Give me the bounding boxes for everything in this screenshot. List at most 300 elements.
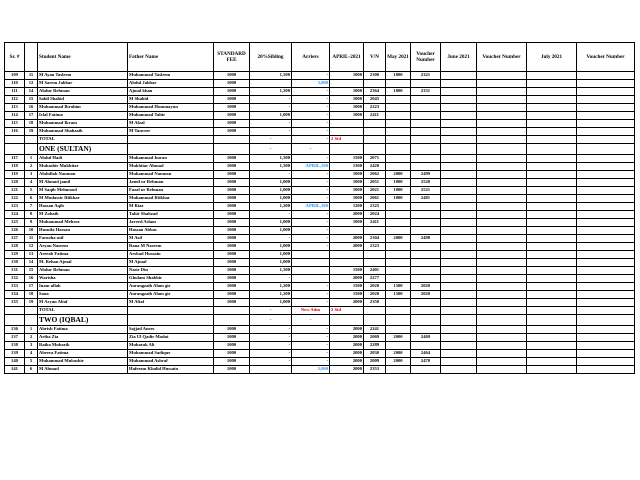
cell-father-name: Ajmal khan xyxy=(128,88,214,96)
cell-june xyxy=(441,219,477,227)
cell-standard-fee: 1000 xyxy=(214,112,250,120)
cell-arriers: - xyxy=(292,243,330,251)
cell-sibling: - xyxy=(250,136,292,144)
cell-april: 1300 xyxy=(330,163,364,171)
cell-voucher-may: 2331 xyxy=(411,88,441,96)
cell-arriers: - xyxy=(292,72,330,80)
cell-voucher-may xyxy=(411,128,441,136)
cell-sibling: 1,500 xyxy=(250,267,292,275)
cell-sr: 132 xyxy=(5,275,25,283)
cell-vn: 2062 xyxy=(364,171,386,179)
section-header-row xyxy=(5,144,635,155)
cell-father-name: Muhammad Tasleem xyxy=(128,72,214,80)
cell-class-no: 6 xyxy=(25,195,38,203)
cell-april xyxy=(330,80,364,88)
cell-voucher-june xyxy=(477,227,527,235)
cell-june xyxy=(441,179,477,187)
cell-voucher-may xyxy=(411,203,441,211)
cell-june xyxy=(441,326,477,334)
cell-april: 1000 xyxy=(330,171,364,179)
cell-may xyxy=(386,243,411,251)
cell-father-name: Aurangzaib Alam gir xyxy=(128,291,214,299)
cell-sibling: 1,500 xyxy=(250,155,292,163)
cell-voucher-july xyxy=(577,350,635,358)
cell-student-name: Raiba Mubarik xyxy=(38,342,128,350)
cell-voucher-may xyxy=(411,275,441,283)
cell-voucher-may: 2469 xyxy=(411,334,441,342)
cell-sr: 118 xyxy=(5,163,25,171)
cell-voucher-may xyxy=(411,163,441,171)
cell-voucher-july xyxy=(577,72,635,80)
cell-july xyxy=(527,251,577,259)
cell-class-no: 12 xyxy=(25,243,38,251)
cell-voucher-may xyxy=(411,219,441,227)
cell-vn: 2350 xyxy=(364,299,386,307)
cell-vn: 2020 xyxy=(364,283,386,291)
cell-voucher-june xyxy=(477,291,527,299)
cell-class-no: 16 xyxy=(25,104,38,112)
cell-sr: 135 xyxy=(5,299,25,307)
cell-student-name: Aeyan Naseem xyxy=(38,243,128,251)
cell-june xyxy=(441,128,477,136)
cell-june xyxy=(441,243,477,251)
cell-vn: 2020 xyxy=(364,291,386,299)
cell-sr: 128 xyxy=(5,243,25,251)
cell-voucher-june xyxy=(477,96,527,104)
cell-voucher-may: 2470 xyxy=(411,358,441,366)
cell-standard-fee: 1000 xyxy=(214,120,250,128)
cell-sr: 139 xyxy=(5,350,25,358)
cell-class-no: 18 xyxy=(25,291,38,299)
cell-voucher-june xyxy=(477,315,527,326)
cell-father-name: Tahir Shahzad xyxy=(128,211,214,219)
cell-may xyxy=(386,104,411,112)
cell-sibling: 1,500 xyxy=(250,163,292,171)
cell-voucher-june xyxy=(477,267,527,275)
cell-sibling: - xyxy=(250,235,292,243)
cell-sibling: - xyxy=(250,144,292,155)
cell-sr: 134 xyxy=(5,291,25,299)
cell-voucher-july xyxy=(577,326,635,334)
cell-class-no: 16 xyxy=(25,275,38,283)
cell-voucher-june xyxy=(477,187,527,195)
cell-may xyxy=(386,163,411,171)
cell-may: 2000 xyxy=(386,334,411,342)
cell-sr: 119 xyxy=(5,171,25,179)
cell-father-name: Rana M Naseem xyxy=(128,243,214,251)
header-sr: Sr. # xyxy=(5,43,25,72)
table-row xyxy=(5,88,635,96)
cell-sr: 115 xyxy=(5,120,25,128)
cell-class-no: 15 xyxy=(25,96,38,104)
cell-sibling: - xyxy=(250,120,292,128)
cell-sibling: 1,000 xyxy=(250,179,292,187)
cell-father-name: M Tanveer xyxy=(128,128,214,136)
table-row xyxy=(5,358,635,366)
cell-class-no: 12 xyxy=(25,80,38,88)
cell-voucher-may: 2520 xyxy=(411,179,441,187)
cell-arriers: - xyxy=(292,104,330,112)
cell-april: 2000 xyxy=(330,358,364,366)
cell-vn: 2069 xyxy=(364,334,386,342)
cell-student-name: Farooha asif xyxy=(38,235,128,243)
cell-april: 2000 xyxy=(330,366,364,374)
cell-july xyxy=(527,227,577,235)
cell-sibling: 1,000 xyxy=(250,195,292,203)
cell-student-name: Abdullah Nauman xyxy=(38,171,128,179)
cell-standard-fee: 1000 xyxy=(214,203,250,211)
cell-april xyxy=(330,315,364,326)
header-voucher-june: Voucher Number xyxy=(477,43,527,72)
cell-class-no: 3 xyxy=(25,342,38,350)
cell-vn: 2024 xyxy=(364,211,386,219)
cell-father-name: Aurangzaib Alam gir xyxy=(128,283,214,291)
cell-student-name: Hassan Aqib xyxy=(38,203,128,211)
cell-standard-fee: 1000 xyxy=(214,299,250,307)
cell-class-no xyxy=(25,315,38,326)
cell-voucher-may xyxy=(411,267,441,275)
cell-voucher-may xyxy=(411,243,441,251)
cell-may xyxy=(386,120,411,128)
cell-voucher-june xyxy=(477,219,527,227)
cell-sr xyxy=(5,144,25,155)
cell-voucher-july xyxy=(577,187,635,195)
cell-voucher-june xyxy=(477,299,527,307)
cell-sibling: 1,000 xyxy=(250,243,292,251)
cell-may xyxy=(386,96,411,104)
cell-standard-fee: 1000 xyxy=(214,88,250,96)
cell-july xyxy=(527,104,577,112)
cell-sr: 126 xyxy=(5,227,25,235)
cell-voucher-may: 2499 xyxy=(411,171,441,179)
cell-vn xyxy=(364,120,386,128)
cell-class-no: 7 xyxy=(25,203,38,211)
cell-voucher-may xyxy=(411,259,441,267)
cell-standard-fee: 1000 xyxy=(214,267,250,275)
cell-voucher-may xyxy=(411,104,441,112)
cell-class-no: 15 xyxy=(25,267,38,275)
cell-june xyxy=(441,299,477,307)
cell-sr: 131 xyxy=(5,267,25,275)
cell-july xyxy=(527,88,577,96)
cell-class-no: 6 xyxy=(25,366,38,374)
cell-may xyxy=(386,112,411,120)
cell-voucher-june xyxy=(477,171,527,179)
cell-july xyxy=(527,342,577,350)
cell-father-name: Muhammad Iftikhar xyxy=(128,195,214,203)
table-row xyxy=(5,163,635,171)
table-row xyxy=(5,291,635,299)
cell-father-name: Hafeezm Khalid Hussain xyxy=(128,366,214,374)
cell-student-name: M Ahmad xyxy=(38,366,128,374)
cell-standard-fee: 1000 xyxy=(214,283,250,291)
cell-vn: 2021 xyxy=(364,187,386,195)
cell-july xyxy=(527,219,577,227)
cell-father-name: Nasir Din xyxy=(128,267,214,275)
cell-student-name: Muhammad Mubashir xyxy=(38,358,128,366)
table-row xyxy=(5,155,635,163)
cell-april: 1200 xyxy=(330,203,364,211)
cell-june xyxy=(441,171,477,179)
cell-vn: 2045 xyxy=(364,96,386,104)
cell-may xyxy=(386,326,411,334)
cell-father-name: Muhammad Imran xyxy=(128,155,214,163)
cell-arriers: - xyxy=(292,120,330,128)
cell-voucher-may xyxy=(411,227,441,235)
cell-sibling: - xyxy=(250,350,292,358)
cell-voucher-july xyxy=(577,179,635,187)
cell-june xyxy=(441,144,477,155)
cell-july xyxy=(527,235,577,243)
cell-voucher-june xyxy=(477,203,527,211)
cell-class-no: 11 xyxy=(25,72,38,80)
table-row xyxy=(5,243,635,251)
cell-voucher-june xyxy=(477,179,527,187)
cell-voucher-june xyxy=(477,334,527,342)
cell-voucher-july xyxy=(577,88,635,96)
cell-father-name: Javeed Aslam xyxy=(128,219,214,227)
cell-student-name: M Aryan Altaf xyxy=(38,299,128,307)
header-student-name: Student Name xyxy=(38,43,128,72)
cell-vn: 2304 xyxy=(364,235,386,243)
cell-voucher-may: 2464 xyxy=(411,350,441,358)
cell-standard-fee: 1000 xyxy=(214,104,250,112)
fee-table xyxy=(4,42,635,374)
cell-voucher-june xyxy=(477,112,527,120)
cell-student-name: TOTAL xyxy=(38,136,128,144)
cell-july xyxy=(527,211,577,219)
cell-may xyxy=(386,275,411,283)
cell-vn: 2030 xyxy=(364,350,386,358)
cell-student-name: Abdur Rehman xyxy=(38,88,128,96)
cell-vn: 2300 xyxy=(364,72,386,80)
table-row xyxy=(5,334,635,342)
cell-may xyxy=(386,307,411,315)
cell-june xyxy=(441,96,477,104)
cell-april: 1000 xyxy=(330,104,364,112)
cell-sr: 113 xyxy=(5,104,25,112)
cell-sr: 138 xyxy=(5,342,25,350)
cell-april xyxy=(330,251,364,259)
cell-student-name: Husnifa Hassan xyxy=(38,227,128,235)
cell-may xyxy=(386,251,411,259)
cell-april xyxy=(330,259,364,267)
cell-july xyxy=(527,243,577,251)
cell-arriers xyxy=(292,259,330,267)
cell-arriers: - xyxy=(292,334,330,342)
cell-sr: 116 xyxy=(5,128,25,136)
header-row xyxy=(5,43,635,72)
cell-voucher-may xyxy=(411,315,441,326)
cell-father-name: Fazal ur Rehman xyxy=(128,187,214,195)
cell-class-no: 5 xyxy=(25,358,38,366)
cell-voucher-july xyxy=(577,235,635,243)
cell-voucher-june xyxy=(477,283,527,291)
cell-standard-fee xyxy=(214,144,250,155)
cell-voucher-may: 2481 xyxy=(411,195,441,203)
cell-may xyxy=(386,227,411,235)
cell-voucher-may xyxy=(411,326,441,334)
cell-class-no: 11 xyxy=(25,235,38,243)
cell-may: 1500 xyxy=(386,283,411,291)
cell-april: 1000 xyxy=(330,195,364,203)
table-row xyxy=(5,203,635,211)
cell-standard-fee: 1000 xyxy=(214,243,250,251)
cell-class-no: 13 xyxy=(25,251,38,259)
cell-arriers: - xyxy=(292,211,330,219)
cell-sibling: 1,000 xyxy=(250,299,292,307)
cell-father-name xyxy=(128,136,214,144)
cell-voucher-june xyxy=(477,120,527,128)
cell-april xyxy=(330,128,364,136)
cell-vn xyxy=(364,307,386,315)
cell-voucher-may xyxy=(411,80,441,88)
cell-voucher-june xyxy=(477,128,527,136)
table-row xyxy=(5,128,635,136)
header-sibling: 20%Sibling xyxy=(250,43,292,72)
cell-vn xyxy=(364,259,386,267)
cell-sr xyxy=(5,136,25,144)
cell-arriers: - xyxy=(292,187,330,195)
cell-april: 2000 xyxy=(330,299,364,307)
cell-father-name xyxy=(128,307,214,315)
cell-voucher-july xyxy=(577,283,635,291)
cell-sibling: 1,500 xyxy=(250,72,292,80)
cell-sibling: 1,000 xyxy=(250,251,292,259)
cell-standard-fee: 1000 xyxy=(214,259,250,267)
cell-student-name: TOTAL xyxy=(38,307,128,315)
cell-may xyxy=(386,80,411,88)
cell-may xyxy=(386,136,411,144)
cell-sibling: 1,200 xyxy=(250,283,292,291)
cell-may: 1000 xyxy=(386,195,411,203)
table-row xyxy=(5,195,635,203)
cell-voucher-july xyxy=(577,291,635,299)
cell-april: 1000 xyxy=(330,179,364,187)
table-row xyxy=(5,219,635,227)
table-row xyxy=(5,211,635,219)
cell-april: 1000 xyxy=(330,88,364,96)
cell-july xyxy=(527,120,577,128)
cell-standard-fee: 1000 xyxy=(214,219,250,227)
cell-vn: 2411 xyxy=(364,112,386,120)
header-april: APRIL-2021 xyxy=(330,43,364,72)
cell-sr xyxy=(5,315,25,326)
cell-voucher-july xyxy=(577,358,635,366)
cell-june xyxy=(441,211,477,219)
cell-vn: 2241 xyxy=(364,326,386,334)
cell-voucher-july xyxy=(577,211,635,219)
cell-vn: 2420 xyxy=(364,163,386,171)
cell-voucher-june xyxy=(477,104,527,112)
cell-april: 2000 xyxy=(330,235,364,243)
cell-june xyxy=(441,163,477,171)
cell-voucher-june xyxy=(477,136,527,144)
table-row xyxy=(5,299,635,307)
cell-sr: 114 xyxy=(5,112,25,120)
cell-class-no xyxy=(25,136,38,144)
cell-july xyxy=(527,195,577,203)
cell-student-name: M. Rehan Ajmal xyxy=(38,259,128,267)
table-row xyxy=(5,96,635,104)
cell-april xyxy=(330,120,364,128)
cell-arriers: - xyxy=(292,235,330,243)
cell-july xyxy=(527,187,577,195)
cell-arriers xyxy=(292,267,330,275)
cell-april: 2000 xyxy=(330,350,364,358)
cell-july xyxy=(527,144,577,155)
cell-april xyxy=(330,227,364,235)
table-row xyxy=(5,235,635,243)
cell-vn: 2289 xyxy=(364,342,386,350)
cell-father-name: Ghulam Shabbir xyxy=(128,275,214,283)
cell-standard-fee: 1000 xyxy=(214,163,250,171)
cell-voucher-july xyxy=(577,334,635,342)
cell-father-name: Mubarak Ali xyxy=(128,342,214,350)
cell-standard-fee: 1000 xyxy=(214,179,250,187)
cell-april: 1500 xyxy=(330,291,364,299)
cell-class-no: 17 xyxy=(25,283,38,291)
cell-class-no: 4 xyxy=(25,179,38,187)
cell-july xyxy=(527,155,577,163)
cell-standard-fee: 1000 xyxy=(214,195,250,203)
cell-voucher-july xyxy=(577,163,635,171)
cell-voucher-june xyxy=(477,80,527,88)
cell-standard-fee: 1000 xyxy=(214,235,250,243)
cell-sibling: 1,200 xyxy=(250,88,292,96)
cell-sibling xyxy=(250,80,292,88)
cell-june xyxy=(441,291,477,299)
cell-sibling: - xyxy=(250,315,292,326)
cell-father-name: Muhammad Ashraf xyxy=(128,358,214,366)
cell-vn xyxy=(364,251,386,259)
cell-arriers: - xyxy=(292,299,330,307)
cell-arriers: - xyxy=(292,342,330,350)
cell-june xyxy=(441,259,477,267)
cell-father-name: M Ajmal xyxy=(128,259,214,267)
table-row xyxy=(5,227,635,235)
cell-father-name: Muhammad Nauman xyxy=(128,171,214,179)
cell-arriers xyxy=(292,275,330,283)
cell-april: 1500 xyxy=(330,283,364,291)
cell-arriers: - xyxy=(292,227,330,235)
cell-arriers: - xyxy=(292,128,330,136)
cell-class-no: 14 xyxy=(25,88,38,96)
cell-class-no xyxy=(25,307,38,315)
cell-arriers: - xyxy=(292,350,330,358)
cell-voucher-july xyxy=(577,80,635,88)
cell-standard-fee xyxy=(214,136,250,144)
cell-voucher-may xyxy=(411,366,441,374)
cell-voucher-may xyxy=(411,112,441,120)
cell-vn: 2364 xyxy=(364,88,386,96)
cell-may xyxy=(386,203,411,211)
header-vn: V/N xyxy=(364,43,386,72)
cell-april: 2000 xyxy=(330,275,364,283)
cell-student-name: Abdul Hadi xyxy=(38,155,128,163)
cell-standard-fee: 1000 xyxy=(214,171,250,179)
cell-class-no: 2 xyxy=(25,163,38,171)
cell-arriers: - xyxy=(292,219,330,227)
cell-vn: 2071 xyxy=(364,155,386,163)
cell-april: 1000 xyxy=(330,187,364,195)
table-row xyxy=(5,275,635,283)
cell-student-name: M Saqib Mehmood xyxy=(38,187,128,195)
cell-sr: 137 xyxy=(5,334,25,342)
cell-class-no: 4 xyxy=(25,350,38,358)
cell-may: 1500 xyxy=(386,291,411,299)
cell-sr: 123 xyxy=(5,203,25,211)
